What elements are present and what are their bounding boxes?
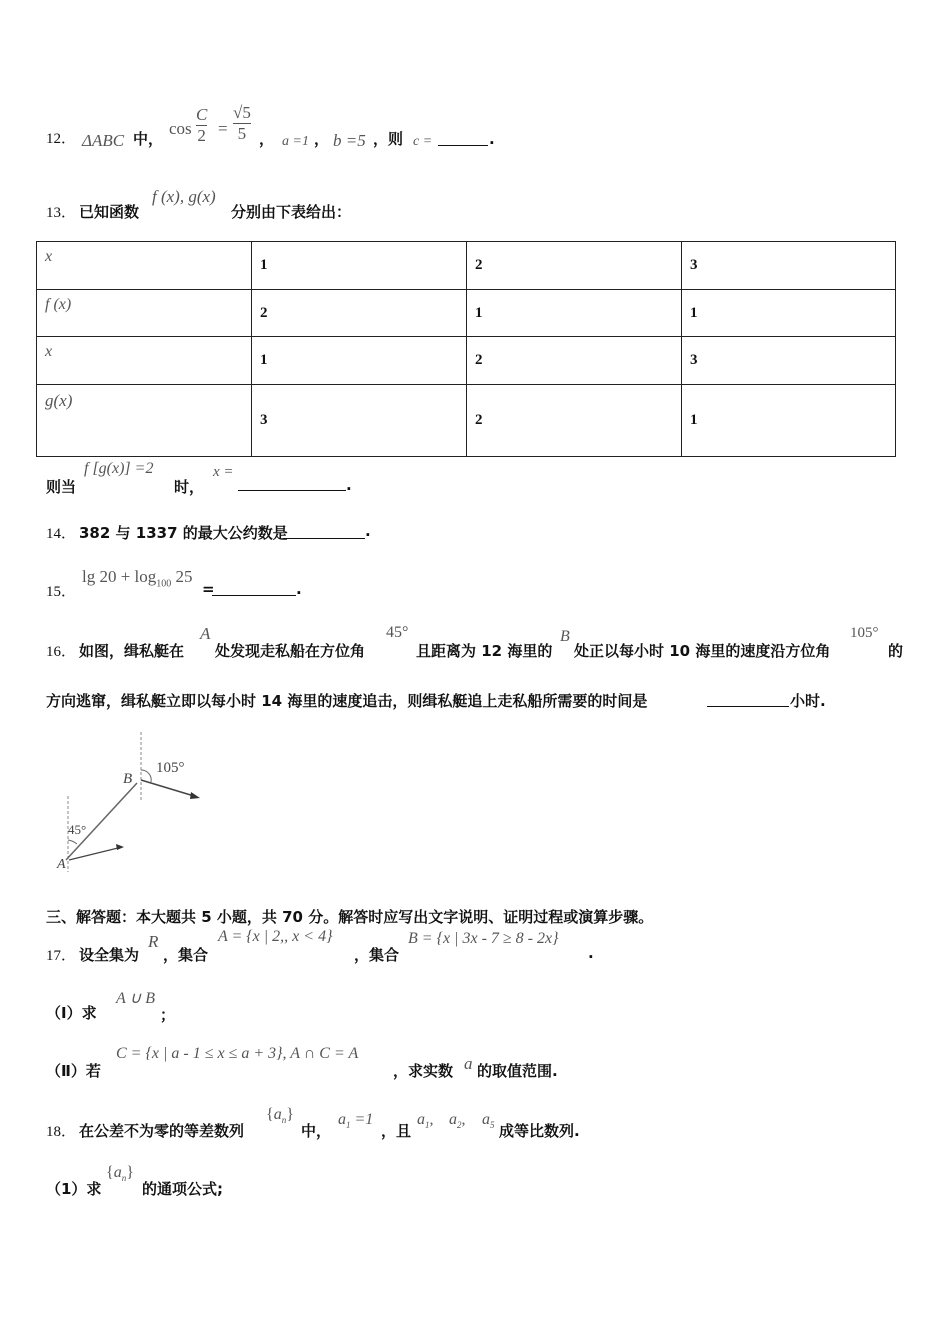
fig-label-b: B [123, 771, 133, 787]
q16-point-b: B [560, 628, 570, 645]
function-table [36, 241, 896, 457]
q15-expr: lg 20 + log [82, 567, 157, 586]
q14-number: 14． [46, 526, 77, 542]
q17-part1-expr: A ∪ B [116, 990, 155, 1007]
q17-part1-label: （Ⅰ）求 [46, 1004, 97, 1022]
q18-part1-end: 的通项公式; [142, 1180, 223, 1198]
q12-zhong: 中， [133, 130, 164, 148]
table-cell: 1 [682, 385, 896, 457]
fig-angle-a: 45° [68, 822, 87, 837]
table-cell: 2 [252, 290, 467, 337]
pursuit-arrowhead [116, 844, 124, 850]
q16-line1-c: 且距离为 12 海里的 [416, 642, 553, 660]
q17-part2-a: a [464, 1054, 473, 1073]
escape-line [141, 780, 194, 796]
table-cell: 3 [682, 242, 896, 290]
q17-part2-mid: ，求实数 [393, 1062, 454, 1080]
q18-part1-seq-a: a [113, 1164, 122, 1181]
q16-line1-b: 处发现走私船在方位角 [215, 642, 366, 660]
q12-answer-blank [438, 144, 488, 146]
q18-t4: 成等比数列. [499, 1122, 580, 1140]
q16-line1-d: 处正以每小时 10 海里的速度沿方位角 [574, 642, 831, 660]
q18-t1: 在公差不为零的等差数列 [79, 1122, 245, 1140]
table-row [37, 290, 896, 337]
q17-part2-end: 的取值范围. [477, 1062, 558, 1080]
section-3-heading: 三、解答题：本大题共 5 小题，共 70 分。解答时应写出文字说明、证明过程或演算步骤。 [46, 908, 654, 926]
q17-end: . [588, 944, 594, 962]
q15-end: . [296, 580, 302, 598]
q12-comma2: ， [314, 130, 330, 148]
q13-answer-blank [238, 489, 346, 491]
q13-x-eq: x = [213, 464, 234, 480]
q13-condition: f [g(x)] =2 [84, 460, 154, 477]
q12-frac-c-bottom: 2 [197, 126, 206, 145]
q18-term-2-sub: 2 [457, 1120, 462, 1131]
table-row-label: g(x) [37, 385, 252, 457]
q18-a1 [338, 1111, 373, 1130]
table-row-label: f (x) [37, 290, 252, 337]
q13-cond-prefix: 则当 [46, 478, 77, 496]
q12-frac-c-top: C [196, 105, 208, 124]
table-cell: 2 [467, 337, 682, 385]
q12-fraction-root [233, 103, 251, 144]
q17-part2-label: （Ⅱ）若 [46, 1062, 101, 1080]
q13-cond-mid: 时， [174, 478, 205, 496]
q15-number: 15． [46, 584, 77, 600]
q12-then: ，则 [373, 130, 404, 148]
q16-line2-end: 小时. [790, 692, 826, 710]
q18-term-3: $a_5$ [482, 1111, 495, 1131]
q14-answer-blank [283, 537, 365, 539]
q13-number: 13． [46, 205, 77, 221]
q18-seq: $\{a_n\}$ [266, 1106, 294, 1126]
q13-intro: 已知函数 [79, 203, 140, 221]
q12-equals: = [218, 119, 228, 138]
q12-fraction-c [196, 105, 207, 146]
q15-expression [82, 567, 193, 589]
q18-t2: 中， [301, 1122, 332, 1140]
q18-term-2: $a_2$, [449, 1111, 466, 1131]
q15-expr-end: 25 [171, 567, 193, 586]
table-row [37, 337, 896, 385]
q17-t2: ，集合 [163, 946, 209, 964]
q13-end: . [346, 476, 352, 494]
table-cell: 3 [252, 385, 467, 457]
table-row-label: x [37, 337, 252, 385]
q16-number: 16． [46, 644, 77, 660]
q18-part1-label: （1）求 [46, 1180, 102, 1198]
table-cell: 2 [467, 385, 682, 457]
table-cell: 1 [467, 290, 682, 337]
table-cell: 3 [682, 337, 896, 385]
q16-line1-e: 的 [888, 642, 904, 660]
q12-c: c = [413, 134, 433, 149]
q17-set-b: B = {x | 3x - 7 ≥ 8 - 2x} [408, 930, 559, 947]
q16-line2: 方向逃窜，缉私艇立即以每小时 14 海里的速度追击，则缉私艇追上走私船所需要的时间是 [46, 692, 648, 710]
q13-intro-end: 分别由下表给出： [231, 203, 352, 221]
q16-line1-a: 如图，缉私艇在 [79, 642, 185, 660]
q18-part1-seq: $\{a_n\}$ [106, 1164, 134, 1184]
q12-frac-r-top: √5 [233, 103, 251, 122]
q18-a1-val: =1 [350, 1111, 374, 1128]
table-cell: 1 [252, 242, 467, 290]
fig-angle-b: 105° [156, 760, 185, 776]
q18-t3: ，且 [381, 1122, 412, 1140]
q12-end: . [489, 130, 495, 148]
q12-number: 12． [46, 131, 77, 147]
q18-term-1: $a_1$, [417, 1111, 434, 1131]
q18-term-1-sub: 1 [425, 1120, 430, 1131]
q18-seq-a: a [273, 1106, 282, 1123]
q18-part1-seq-sub: n [121, 1173, 127, 1184]
q12-a: a =1 [282, 134, 309, 149]
q17-t3: ，集合 [354, 946, 400, 964]
q17-r: R [148, 932, 159, 951]
q12-frac-r-bottom: 5 [237, 124, 247, 143]
q12-b: b =5 [333, 131, 366, 150]
table-cell: 1 [252, 337, 467, 385]
q18-number: 18． [46, 1124, 77, 1140]
q17-t1: 设全集为 [79, 946, 140, 964]
q18-a1-letter: a [338, 1111, 346, 1128]
q12-comma1: ， [259, 130, 275, 148]
q17-part1-end: ； [160, 1006, 176, 1024]
q18-a1-sub: 1 [346, 1120, 351, 1131]
table-row-label: x [37, 242, 252, 290]
q15-log-base: 100 [156, 578, 172, 590]
table-row [37, 385, 896, 457]
escape-arrowhead [190, 792, 200, 799]
q17-part2-expr: C = {x | a - 1 ≤ x ≤ a + 3}, A ∩ C = A [116, 1045, 359, 1062]
q18-seq-sub: n [281, 1115, 287, 1126]
q16-angle2: 105° [850, 625, 879, 641]
q18-term-3-sub: 5 [490, 1120, 495, 1131]
q13-funcs: f (x), g(x) [152, 187, 216, 206]
q12-cos: cos [169, 119, 192, 138]
q17-number: 17． [46, 948, 77, 964]
table-row [37, 242, 896, 290]
angle-arc-a [68, 840, 77, 844]
q17-set-a: A = {x | 2,, x < 4} [218, 928, 333, 945]
q14-end: . [365, 522, 371, 540]
q12-triangle: ΔABC [82, 131, 125, 150]
table-cell: 1 [682, 290, 896, 337]
bearing-diagram [44, 730, 214, 880]
fig-label-a: A [57, 857, 66, 872]
q16-answer-blank [707, 705, 789, 707]
q16-point-a: A [200, 624, 211, 643]
q15-eq: = [202, 580, 215, 598]
table-cell: 2 [467, 242, 682, 290]
q16-angle1: 45° [386, 624, 409, 641]
q14-text: 382 与 1337 的最大公约数是 [79, 524, 288, 542]
q15-answer-blank [212, 594, 296, 596]
